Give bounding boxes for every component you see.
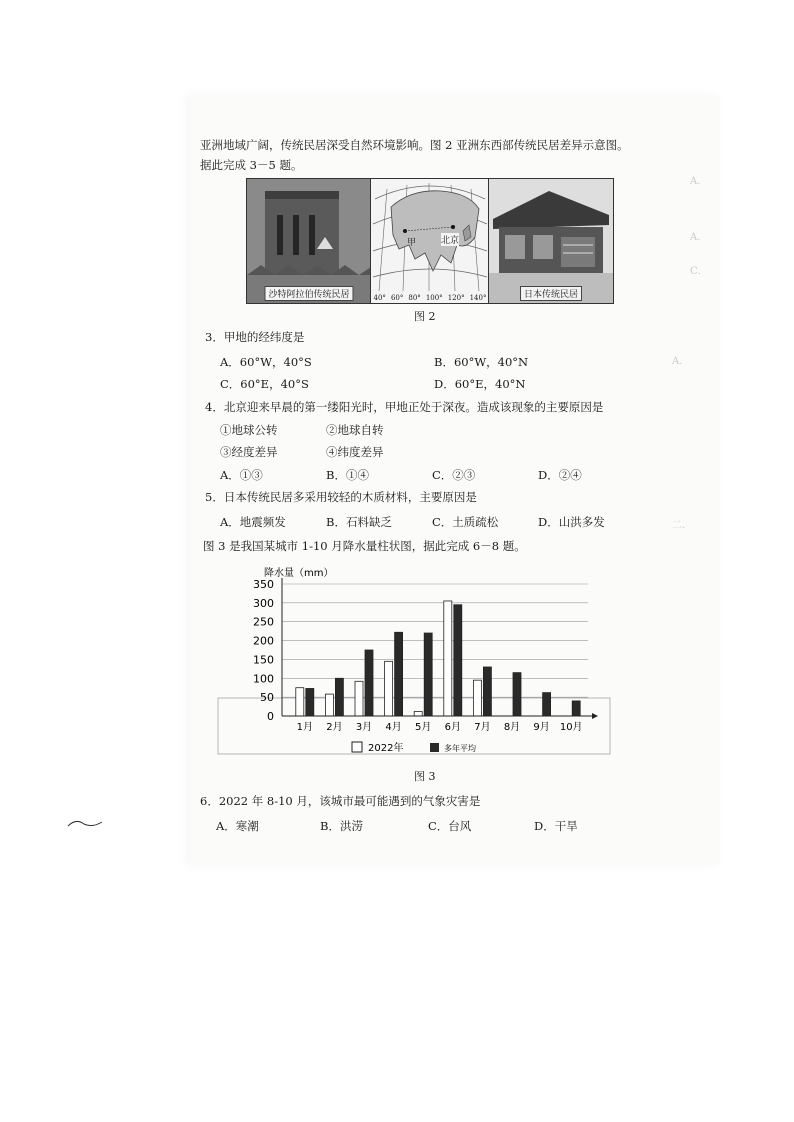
saudi-house-photo [246, 178, 372, 304]
bleed-through: A． [690, 176, 708, 187]
legend-label-2022: 2022年 [368, 743, 404, 754]
q5-option-a: A．地震频发 [220, 515, 286, 529]
q5-option-c: C．土质疏松 [432, 515, 499, 529]
saudi-house-caption: 沙特阿拉伯传统民居 [264, 286, 353, 301]
q3-option-d: D．60°E，40°N [434, 377, 526, 391]
lon-label: 120° [447, 294, 465, 302]
q4-option-c: C．②③ [432, 468, 476, 482]
bleed-through: C． [690, 266, 708, 277]
y-tick-label: 150 [253, 653, 274, 667]
x-axis-arrow-icon [592, 713, 598, 719]
q6-option-c: C．台风 [428, 819, 472, 833]
lon-label: 40° [373, 294, 386, 302]
legend-swatch-average [430, 743, 439, 752]
y-tick-label: 250 [253, 615, 274, 629]
lon-label: 100° [425, 294, 443, 302]
bar-2022 [355, 681, 363, 716]
q4-item-1: ①地球公转 [220, 423, 278, 437]
figure-2-caption: 图 2 [414, 310, 436, 323]
bar-average [395, 632, 403, 716]
map-label-jia: 甲 [407, 238, 417, 248]
bar-average [424, 633, 432, 716]
japan-house-caption: 日本传统民居 [520, 286, 582, 301]
y-tick-label: 200 [253, 634, 274, 648]
q3-stem: 3．甲地的经纬度是 [205, 330, 305, 344]
y-tick-label: 100 [253, 672, 274, 686]
y-tick-label: 300 [253, 596, 274, 610]
precipitation-chart [216, 562, 616, 762]
q6-option-b: B．洪涝 [320, 819, 363, 833]
longitude-labels [371, 294, 489, 302]
x-tick-label: 3月 [355, 722, 373, 733]
bar-average [572, 701, 580, 716]
q5-option-b: B．石料缺乏 [326, 515, 392, 529]
chart-legend [352, 741, 476, 754]
map-label-beijing: 北京 [441, 233, 459, 246]
bar-2022 [414, 711, 422, 716]
q4-item-2: ②地球自转 [326, 423, 384, 437]
intro-line-1: 亚洲地域广阔，传统民居深受自然环境影响。图 2 亚洲东西部传统民居差异示意图。 [200, 138, 629, 152]
x-tick-label: 6月 [444, 722, 461, 733]
y-tick-label: 0 [267, 710, 274, 723]
asia-map-drawing [371, 179, 489, 303]
q4-option-b: B．①④ [326, 468, 369, 482]
legend-swatch-2022 [352, 742, 362, 752]
bar-2022 [385, 661, 393, 716]
x-tick-label: 1月 [296, 722, 313, 733]
asia-map [370, 178, 490, 304]
japan-house-photo [488, 178, 614, 304]
q5-stem: 5．日本传统民居多采用较轻的木质材料，主要原因是 [205, 490, 477, 504]
q4-option-d: D．②④ [538, 468, 582, 482]
x-tick-label: 7月 [474, 722, 491, 733]
lon-label: 80° [408, 294, 421, 302]
bleed-through: A． [690, 232, 708, 243]
bar-average [513, 673, 521, 716]
bar-average [543, 693, 551, 716]
saudi-house-drawing [247, 179, 371, 303]
q4-item-4: ④纬度差异 [326, 445, 384, 459]
x-tick-label: 2月 [326, 722, 343, 733]
bar-average [365, 650, 373, 716]
x-tick-label: 4月 [385, 722, 402, 733]
pencil-mark [66, 816, 106, 830]
japan-house-drawing [489, 179, 613, 303]
bar-average [454, 605, 462, 716]
lon-label: 60° [390, 294, 404, 302]
bar-average [483, 667, 491, 716]
q6-option-d: D．干旱 [534, 819, 578, 833]
bleed-through: 二． [672, 520, 692, 531]
figure-3-caption: 图 3 [414, 770, 436, 783]
q3-option-b: B．60°W，40°N [434, 355, 529, 369]
x-tick-label: 9月 [533, 722, 550, 733]
figure-3-intro: 图 3 是我国某城市 1-10 月降水量柱状图，据此完成 6－8 题。 [203, 539, 526, 553]
y-axis-label: 降水量（mm） [264, 568, 334, 579]
q6-option-a: A．寒潮 [216, 819, 259, 833]
bleed-through: A． [672, 356, 690, 367]
x-tick-label: 10月 [559, 722, 583, 733]
q6-stem: 6．2022 年 8-10 月，该城市最可能遇到的气象灾害是 [200, 794, 481, 808]
bar-2022 [444, 601, 452, 716]
x-tick-label: 5月 [415, 722, 432, 733]
y-tick-label: 50 [260, 691, 274, 705]
q3-option-c: C．60°E，40°S [220, 377, 309, 391]
x-tick-label: 8月 [503, 722, 521, 733]
q5-option-d: D．山洪多发 [538, 515, 605, 529]
chart-frame-box [218, 698, 610, 754]
bar-2022 [325, 694, 333, 716]
lon-label: 140° [469, 294, 487, 302]
y-tick-label: 350 [253, 578, 274, 591]
legend-label-average: 多年平均 [444, 744, 476, 753]
q4-option-a: A．①③ [220, 468, 263, 482]
bar-average [306, 688, 314, 716]
q4-item-3: ③经度差异 [220, 445, 278, 459]
intro-line-2: 据此完成 3－5 题。 [200, 158, 303, 172]
q4-stem: 4．北京迎来早晨的第一缕阳光时，甲地正处于深夜。造成该现象的主要原因是 [205, 400, 604, 414]
bar-2022 [296, 688, 304, 716]
q3-option-a: A．60°W，40°S [220, 355, 312, 369]
bar-average [335, 678, 343, 716]
bar-2022 [473, 680, 481, 716]
